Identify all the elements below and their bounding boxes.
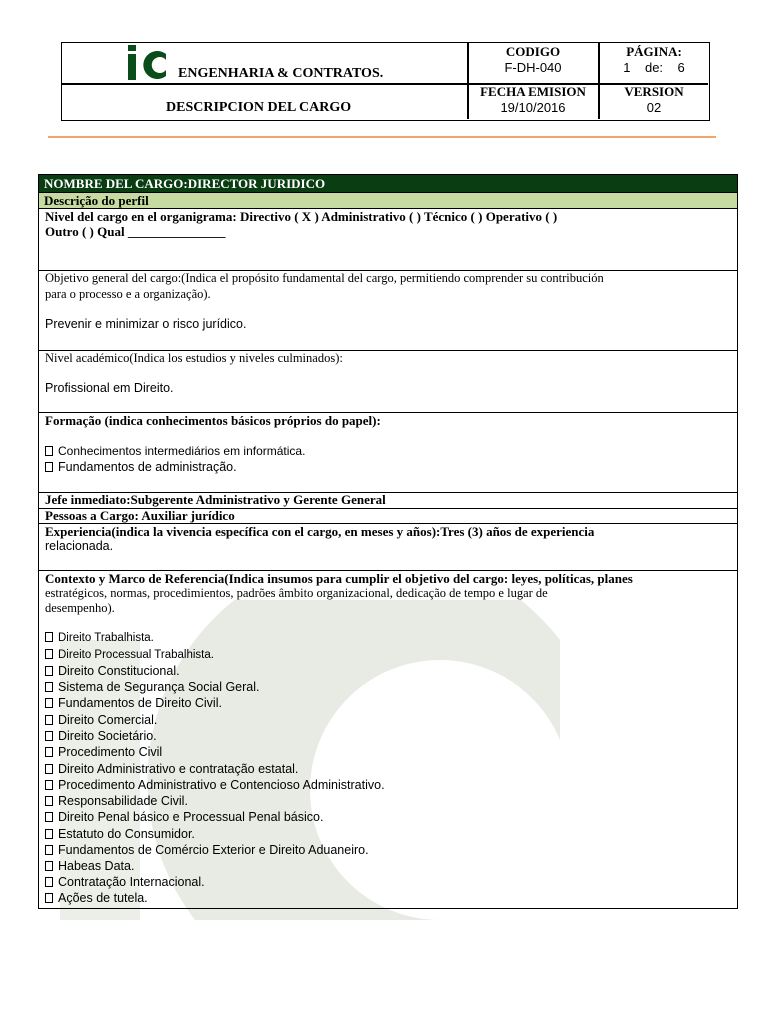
contexto-item: Contratação Internacional.	[45, 875, 205, 889]
codigo-label: CODIGO	[505, 44, 561, 59]
jefe-inmediato: Jefe inmediato:Subgerente Administrativo y Gerente General	[45, 492, 386, 507]
version-value: 02	[646, 100, 662, 115]
job-description-table	[38, 174, 738, 909]
codigo-value: F-DH-040	[504, 60, 562, 75]
academico-label: Nivel académico(Indica los estudios y niveles culminados):	[45, 351, 343, 365]
profile-subheader: Descrição do perfil	[39, 193, 737, 209]
contexto-item: Fundamentos de Comércio Exterior e Direito Aduaneiro.	[45, 843, 369, 857]
document-title: DESCRIPCION DEL CARGO	[166, 100, 352, 115]
contexto-line-2: estratégicos, normas, procedimientos, padrões âmbito organizacional, dedicação de tempo e lugar de	[45, 586, 548, 600]
contexto-item: Direito Trabalhista.	[45, 632, 154, 644]
contexto-item: Sistema de Segurança Social Geral.	[45, 680, 260, 694]
contexto-item: Direito Constitucional.	[45, 664, 180, 678]
nivel-cargo-line-2: Outro ( ) Qual _______________	[45, 224, 226, 239]
pagina-value: 1 de: 6	[623, 60, 685, 75]
version-label: VERSION	[624, 84, 684, 99]
experiencia-row	[39, 524, 737, 571]
header-rule	[48, 136, 716, 138]
contexto-item: Habeas Data.	[45, 859, 134, 873]
pessoas-a-cargo: Pessoas a Cargo: Auxiliar jurídico	[45, 508, 235, 523]
jefe-row	[39, 493, 737, 509]
pagina-label: PÁGINA:	[626, 44, 682, 59]
nivel-cargo-line-1: Nivel del cargo en el organigrama: Directivo ( X ) Administrativo ( ) Técnico ( ) Operativo ( )	[45, 209, 558, 224]
contexto-item: Direito Administrativo e contratação estatal.	[45, 762, 298, 776]
contexto-line-1: Contexto y Marco de Referencia(Indica insumos para cumplir el objetivo del cargo: leyes, políticas, planes	[45, 571, 633, 586]
contexto-item: Direito Processual Trabalhista.	[45, 649, 214, 661]
formacao-item: Fundamentos de administração.	[45, 460, 237, 474]
contexto-item: Direito Societário.	[45, 729, 157, 743]
contexto-line-3: desempenho).	[45, 601, 115, 615]
contexto-item: Procedimento Civil	[45, 745, 162, 759]
academico-value: Profissional em Direito.	[45, 381, 174, 395]
fecha-emision-value: 19/10/2016	[500, 100, 566, 115]
contexto-item: Fundamentos de Direito Civil.	[45, 696, 222, 710]
company-name: ENGENHARIA & CONTRATOS.	[178, 66, 384, 81]
contexto-item: Direito Comercial.	[45, 713, 157, 727]
job-title-row: NOMBRE DEL CARGO:DIRECTOR JURIDICO	[39, 175, 737, 193]
contexto-item: Responsabilidade Civil.	[45, 794, 188, 808]
contexto-row	[39, 571, 737, 908]
contexto-item: Ações de tutela.	[45, 891, 148, 905]
experiencia-line-1: Experiencia(indica la vivencia específica con el cargo, en meses y años):Tres (3) años de experiencia	[45, 524, 595, 539]
pessoas-row	[39, 509, 737, 524]
formacao-label: Formação (indica conhecimentos básicos próprios do papel):	[45, 413, 381, 428]
company-logo	[128, 45, 168, 81]
objetivo-label-line-1: Objetivo general del cargo:(Indica el propósito fundamental del cargo, permitiendo comprender su contribución	[45, 271, 604, 285]
nivel-cargo-row	[39, 209, 737, 271]
experiencia-line-2: relacionada.	[45, 539, 114, 553]
objetivo-row	[39, 271, 737, 351]
fecha-emision-label: FECHA EMISION	[480, 84, 586, 99]
formacao-item: Conhecimentos intermediários em informática.	[45, 444, 305, 458]
document-header	[61, 42, 710, 121]
objetivo-label-line-2: para o processo e a organização).	[45, 287, 211, 301]
formacao-row	[39, 413, 737, 493]
contexto-item: Estatuto do Consumidor.	[45, 827, 195, 841]
objetivo-value: Prevenir e minimizar o risco jurídico.	[45, 317, 247, 331]
svg-text:&: &	[137, 66, 145, 78]
contexto-item: Procedimento Administrativo e Contencioso Administrativo.	[45, 778, 385, 792]
academico-row	[39, 351, 737, 413]
contexto-item: Direito Penal básico e Processual Penal básico.	[45, 810, 323, 824]
